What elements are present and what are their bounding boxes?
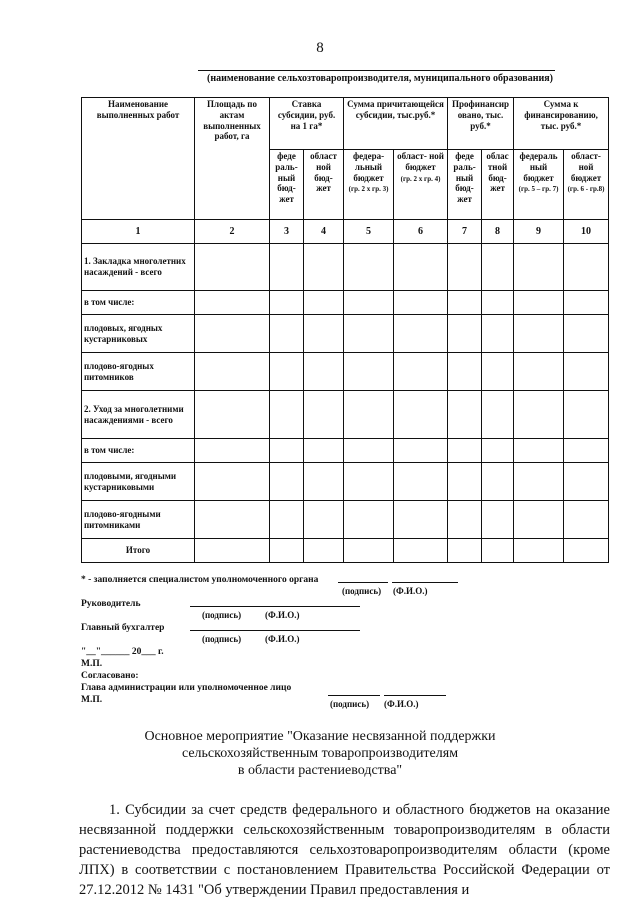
header-financed: Профинансир овано, тыс. руб.* <box>448 98 514 150</box>
header-due: Сумма причитающейся субсидии, тыс.руб.* <box>344 98 448 150</box>
fio-line <box>392 582 458 583</box>
sub-tf-reg <box>564 150 609 220</box>
date-line: "__"______ 20___ г. <box>81 647 164 657</box>
signature-caption: (подпись) <box>330 699 370 709</box>
col-number: 8 <box>482 220 514 244</box>
table-row <box>82 391 609 439</box>
col-number: 6 <box>394 220 448 244</box>
row-label: в том числе: <box>82 439 195 463</box>
head-label: Руководитель <box>81 599 141 609</box>
fio-caption: (Ф.И.О.) <box>265 634 300 644</box>
col-number: 4 <box>304 220 344 244</box>
sub-fin-reg: облас тной бюд- жет <box>482 150 514 220</box>
sub-due-reg-label: област- ной бюджет <box>397 151 444 172</box>
stamp-place: М.П. <box>81 659 103 669</box>
header-area: Площадь по актам выполненных работ, га <box>195 98 270 220</box>
col-number: 5 <box>344 220 394 244</box>
sub-fin-fed: феде раль- ный бюд- жет <box>448 150 482 220</box>
row-label: в том числе: <box>82 291 195 315</box>
caption-line <box>198 70 555 71</box>
header-rate: Ставка субсидии, руб. на 1 га* <box>270 98 344 150</box>
agreed-label: Согласовано: <box>81 671 139 681</box>
table-row <box>82 353 609 391</box>
section-heading <box>0 728 640 779</box>
signature-caption: (подпись) <box>202 610 242 620</box>
sub-due-fed-note: (гр. 2 х гр. 3) <box>348 185 389 194</box>
row-label: 2. Уход за многолетними насаждениями - всего <box>82 391 195 439</box>
sub-due-reg <box>394 150 448 220</box>
table-row <box>82 439 609 463</box>
col-number: 1 <box>82 220 195 244</box>
signature-line <box>338 582 388 583</box>
heading-line: в области растениеводства" <box>237 763 403 778</box>
total-label: Итого <box>82 539 195 563</box>
sub-rate-reg: област ной бюд- жет <box>304 150 344 220</box>
heading-line: Основное мероприятие "Оказание несвязанной поддержки <box>144 729 496 744</box>
sub-tf-fed <box>514 150 564 220</box>
accountant-signature-line <box>190 630 360 631</box>
row-label: 1. Закладка многолетних насаждений - всего <box>82 244 195 291</box>
header-work: Наименование выполненных работ <box>82 98 195 220</box>
fio-line <box>384 695 446 696</box>
page-number: 8 <box>316 40 324 56</box>
signature-caption: (подпись) <box>342 586 382 596</box>
sub-tf-fed-label: федераль ный бюджет <box>519 151 558 183</box>
accountant-label: Главный бухгалтер <box>81 623 165 633</box>
col-number: 7 <box>448 220 482 244</box>
table-row <box>82 463 609 501</box>
row-label: плодово-ягодных питомников <box>82 353 195 391</box>
report-table <box>81 97 609 563</box>
col-number: 2 <box>195 220 270 244</box>
row-label: плодовых, ягодных кустарниковых <box>82 315 195 353</box>
stamp-place: М.П. <box>81 695 103 705</box>
table-row-total <box>82 539 609 563</box>
table-row <box>82 291 609 315</box>
signature-caption: (подпись) <box>202 634 242 644</box>
head-signature-line <box>190 606 360 607</box>
row-label: плодово-ягодными питомниками <box>82 501 195 539</box>
sub-tf-reg-label: област- ной бюджет <box>570 151 602 183</box>
row-label: плодовыми, ягодными кустарниковыми <box>82 463 195 501</box>
footnote: * - заполняется специалистом уполномоченного органа <box>81 575 319 585</box>
sub-rate-fed: феде раль- ный бюд- жет <box>270 150 304 220</box>
col-number: 9 <box>514 220 564 244</box>
signature-line <box>328 695 380 696</box>
fio-caption: (Ф.И.О.) <box>393 586 428 596</box>
sub-tf-fed-note: (гр. 5 – гр. 7) <box>518 185 559 194</box>
heading-line: сельскохозяйственным товаропроизводителям <box>181 746 459 761</box>
sub-due-fed-label: федера- льный бюджет <box>352 151 385 183</box>
table-row <box>82 501 609 539</box>
col-number: 3 <box>270 220 304 244</box>
admin-label: Глава администрации или уполномоченное лицо <box>81 683 292 693</box>
sub-tf-reg-note: (гр. 6 - гр.8) <box>567 185 605 194</box>
sub-due-fed <box>344 150 394 220</box>
body-paragraph: 1. Субсидии за счет средств федерального и областного бюджетов на оказание несвязанной поддержки сельскохозяйственным товаропроизводителям в области растениеводства предоставляются сельхозтоваропроизводителям области (кроме ЛПХ) в соответствии с постановлением Правительства Российской Федерации от 27.12.2012 № 1431 "Об утверждении Правил предоставления и <box>79 802 610 898</box>
form-caption: (наименование сельхозтоваропроизводителя, муниципального образования) <box>207 73 553 84</box>
table-row <box>82 315 609 353</box>
col-number: 10 <box>564 220 609 244</box>
fio-caption: (Ф.И.О.) <box>265 610 300 620</box>
table-row <box>82 244 609 291</box>
fio-caption: (Ф.И.О.) <box>384 699 419 709</box>
header-to-finance: Сумма к финансированию, тыс. руб.* <box>514 98 609 150</box>
sub-due-reg-note: (гр. 2 х гр. 4) <box>400 174 441 183</box>
